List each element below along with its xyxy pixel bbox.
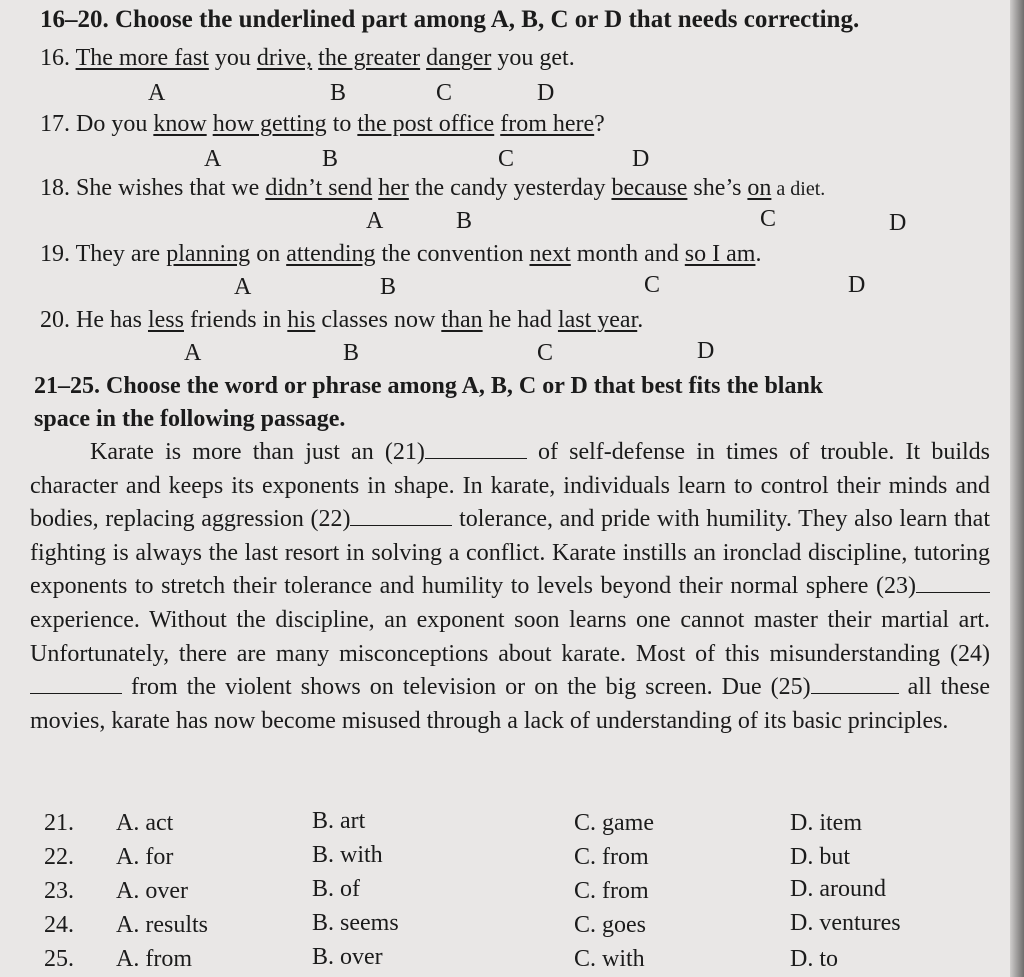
options-21-c: C. game	[574, 810, 654, 836]
options-24-c: C. goes	[574, 912, 646, 938]
options-24-a: A. results	[116, 912, 208, 938]
blank-21	[425, 440, 527, 459]
q16-letter-c: C	[436, 80, 453, 106]
passage-text: experience. Without the discipline, an exponent soon learns one cannot master their martial art. Unfortunately, there are many misconceptions about karate. Most of this misunderstanding (24)	[30, 606, 990, 667]
blank-25	[811, 675, 899, 694]
q19-number: 19.	[40, 241, 70, 267]
q16-option-d-text: danger	[426, 45, 492, 71]
options-24-b: B. seems	[312, 910, 399, 936]
passage-text: from the violent shows on television or on the big screen. Due (25)	[122, 674, 811, 701]
q19-letter-d: D	[848, 272, 866, 298]
q18-text: she’s	[687, 175, 748, 201]
options-23-c: C. from	[574, 878, 649, 904]
q18-letter-c: C	[760, 206, 777, 232]
options-21-a: A. act	[116, 810, 174, 836]
q17-option-d-text: from here	[500, 111, 595, 137]
q19-letter-b: B	[380, 274, 397, 300]
options-22-a: A. for	[116, 844, 174, 870]
options-25-number: 25.	[44, 946, 74, 972]
q19-option-c-text: next	[529, 241, 571, 267]
q19-text: on	[250, 241, 287, 267]
q20-letter-a: A	[184, 340, 202, 366]
options-23-b: B. of	[312, 876, 360, 902]
q19-text: .	[755, 241, 762, 267]
q20-letter-d: D	[697, 338, 715, 364]
q18-option-a-text: didn’t send	[265, 175, 373, 201]
q20-letter-c: C	[537, 340, 554, 366]
q18-text: the candy yesterday	[408, 175, 612, 201]
q17-text: Do you	[76, 111, 154, 137]
q20-option-c-text: than	[441, 307, 483, 333]
section2-heading-line1: 21–25. Choose the word or phrase among A, B, C or D that best fits the blank	[34, 373, 824, 399]
q20-text: .	[637, 307, 644, 333]
q18-text: She wishes that we	[76, 175, 266, 201]
options-25-a: A. from	[116, 946, 192, 972]
passage-text: all these movies, karate has now become misused through a lack of understanding of its basic principles.	[30, 674, 990, 734]
options-23-d: D. around	[790, 876, 886, 902]
q17-letter-a: A	[204, 146, 222, 172]
q20-option-b-text: his	[287, 307, 316, 333]
question-19	[40, 240, 761, 268]
q17-letter-c: C	[498, 146, 515, 172]
passage-text: tolerance, and pride with humility. They also learn that fighting is always the last resort in solving a conflict. Karate instills an ironclad discipline, tutoring exponents to stretch their tolerance and humility to levels beyond their normal sphere (23)	[30, 506, 990, 600]
options-24-number: 24.	[44, 912, 74, 938]
options-21-number: 21.	[44, 810, 74, 836]
q17-option-b-text: how getting	[212, 111, 327, 137]
question-17	[40, 110, 605, 138]
q20-letter-b: B	[343, 340, 360, 366]
options-24-d: D. ventures	[790, 910, 901, 936]
blank-22	[350, 507, 452, 526]
question-18	[40, 174, 825, 203]
q18-number: 18.	[40, 175, 70, 201]
q20-text: He has	[76, 307, 148, 333]
q16-letter-a: A	[148, 80, 166, 106]
q19-option-d-text: so I am	[684, 241, 756, 267]
passage-text: Karate is more than just an (21)	[90, 439, 425, 465]
q19-option-b-text: attending	[286, 241, 376, 267]
q16-option-a-text: The more fast	[75, 45, 209, 71]
q19-text: the convention	[375, 241, 530, 267]
q18-letter-a: A	[366, 208, 384, 234]
blank-24	[30, 675, 122, 694]
q20-option-a-text: less	[147, 307, 184, 333]
q17-letter-d: D	[632, 146, 650, 172]
q18-option-b-text: her	[378, 175, 409, 201]
options-23-a: A. over	[116, 878, 188, 904]
options-21-d: D. item	[790, 810, 862, 836]
q17-option-c-text: the post office	[357, 111, 495, 137]
q19-text: They are	[75, 241, 167, 267]
q19-letter-a: A	[234, 274, 252, 300]
q18-letter-b: B	[456, 208, 473, 234]
q20-text: classes now	[315, 307, 442, 333]
options-22-d: D. but	[790, 844, 850, 870]
blank-23	[916, 574, 990, 593]
options-22-b: B. with	[312, 842, 383, 868]
q20-text: he had	[482, 307, 558, 333]
question-20	[40, 306, 643, 334]
page-shadow-edge	[1010, 0, 1024, 977]
q16-option-b-text: drive,	[256, 45, 313, 71]
q18-letter-d: D	[889, 210, 907, 236]
section2-heading-line2: space in the following passage.	[34, 406, 346, 432]
q18-text: a diet.	[771, 178, 826, 200]
q16-option-c-text: the greater	[318, 45, 421, 71]
q19-letter-c: C	[644, 272, 661, 298]
options-25-c: C. with	[574, 946, 645, 972]
q19-text: month and	[570, 241, 685, 267]
q17-number: 17.	[40, 111, 70, 137]
reading-passage	[30, 436, 990, 738]
q20-number: 20.	[40, 307, 70, 333]
options-22-number: 22.	[44, 844, 74, 870]
q16-number: 16.	[40, 45, 70, 71]
q20-text: friends in	[183, 307, 288, 333]
options-25-b: B. over	[312, 944, 383, 970]
q17-text: ?	[594, 111, 605, 137]
section1-heading: 16–20. Choose the underlined part among A, B, C or D that needs correcting.	[40, 6, 860, 33]
q16-letter-b: B	[330, 80, 347, 106]
q18-option-d-text: on	[747, 175, 772, 201]
q16-text: you get.	[491, 45, 575, 71]
q17-letter-b: B	[322, 146, 339, 172]
q19-option-a-text: planning	[166, 241, 251, 267]
question-16	[40, 44, 575, 72]
q16-text: you	[208, 45, 257, 71]
q17-option-a-text: know	[153, 111, 207, 137]
options-23-number: 23.	[44, 878, 74, 904]
q17-text: to	[326, 111, 358, 137]
options-21-b: B. art	[312, 808, 366, 834]
q18-option-c-text: because	[611, 175, 688, 201]
q20-option-d-text: last year	[557, 307, 638, 333]
options-22-c: C. from	[574, 844, 649, 870]
options-25-d: D. to	[790, 946, 838, 972]
passage-text: of self-defense in times of trouble. It builds character and keeps its exponents in shape. In karate, individuals learn to control their minds and bodies, replacing aggression (22)	[30, 439, 990, 533]
q16-letter-d: D	[537, 80, 555, 106]
